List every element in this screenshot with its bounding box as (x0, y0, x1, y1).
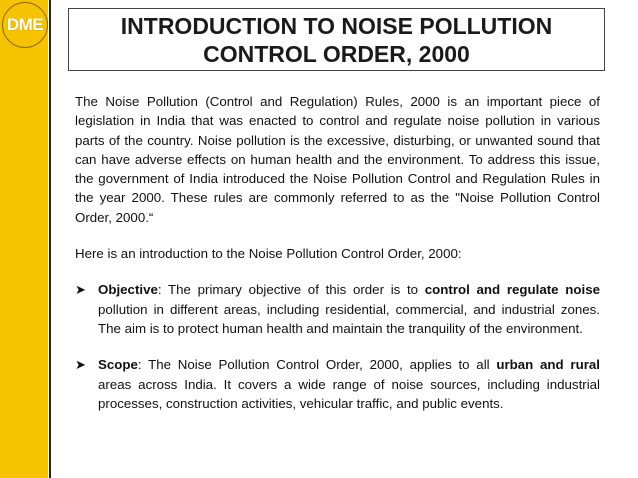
intro-paragraph: The Noise Pollution (Control and Regulation) Rules, 2000 is an important piece of legislation in India that was enacted to control and regulate noise pollution in various parts of the country. Noise pollution is the excessive, disturbing, or unwanted sound that can have adverse effects on human health and the environment. To address this issue, the government of India introduced the Noise Pollution Control and Regulation Rules in the year 2000. These rules are commonly referred to as the "Noise Pollution Control Order, 2000.“ (75, 94, 600, 225)
bullet-text: : The primary objective of this order is to (157, 282, 425, 298)
title-line-1: INTRODUCTION TO NOISE POLLUTION (120, 12, 553, 39)
dme-logo (2, 2, 48, 48)
bullet-emphasis: control and regulate noise (424, 282, 600, 298)
sidebar-divider (49, 0, 51, 478)
arrow-bullet-icon: ➤ (75, 357, 86, 373)
title-line-2: CONTROL ORDER, 2000 (203, 40, 470, 67)
bullet-text: areas across India. It covers a wide range of noise sources, including industrial processes, construction activities, vehicular traffic, and public events. (98, 376, 600, 411)
bullet-emphasis: urban and rural (496, 357, 600, 373)
bullet-term: Objective (98, 282, 158, 298)
logo-text: DME (6, 15, 44, 34)
bullet-term: Scope (98, 357, 138, 373)
intro-line: Here is an introduction to the Noise Pollution Control Order, 2000: (75, 246, 462, 262)
bullet-text: pollution in different areas, including residential, commercial, and industrial zones. The aim is to protect human health and maintain the tranquility of the environment. (98, 301, 600, 336)
bullet-objective (75, 280, 600, 338)
bullet-text: : The Noise Pollution Control Order, 2000, applies to all (137, 357, 497, 373)
slide-title (68, 8, 605, 71)
bullet-scope (75, 355, 600, 413)
slide-content (75, 92, 600, 413)
arrow-bullet-icon: ➤ (75, 282, 86, 298)
left-sidebar (0, 0, 48, 478)
